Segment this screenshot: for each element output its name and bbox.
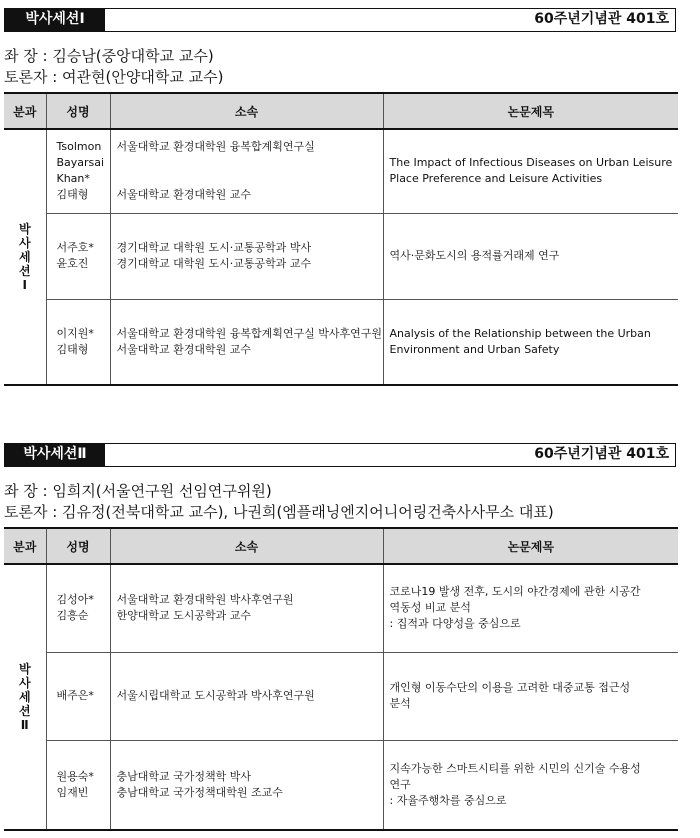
author-names	[46, 299, 110, 385]
title-line: 개인형 이동수단의 이용을 고려한 대중교통 접근성	[389, 681, 631, 694]
author-names	[46, 129, 110, 213]
title-line: 연구	[389, 777, 411, 791]
division-char: Ⅱ	[20, 718, 29, 732]
title-line: 지속가능한 스마트시티를 위한 시민의 신기술 수용성	[389, 761, 641, 775]
division-char: 세	[18, 690, 31, 704]
header-affiliation: 소속	[110, 528, 383, 564]
affiliation: 서울대학교 환경대학원 박사후연구원	[116, 593, 294, 607]
author-names	[46, 740, 110, 830]
paper-title	[383, 652, 678, 740]
affiliations	[110, 652, 383, 740]
title-line: 역동성 비교 분석	[389, 601, 471, 615]
session-table	[4, 527, 678, 831]
affiliations	[110, 213, 383, 299]
table-row	[4, 652, 678, 740]
author-names	[46, 564, 110, 652]
author-name: Khan*	[56, 172, 90, 186]
author-name: 김성아*	[56, 593, 94, 607]
title-line: 역사·문화도시의 용적률거래제 연구	[389, 249, 560, 262]
division-cell	[4, 564, 46, 830]
author-name: 원용숙*	[56, 769, 94, 783]
header-name: 성명	[46, 528, 110, 564]
affiliation: 서울시립대학교 도시공학과 박사후연구원	[116, 689, 315, 702]
affiliation: 서울대학교 환경대학원 교수	[116, 342, 252, 356]
division-char: 션	[18, 264, 31, 278]
header-division: 분과	[4, 528, 46, 564]
session-discussant: 토론자 : 김유정(전북대학교 교수), 나권희(엠플래닝엔지어니어링건축사사무소 대표)	[4, 503, 554, 521]
header-name: 성명	[46, 93, 110, 129]
table-row	[4, 299, 678, 385]
title-line: : 집적과 다양성을 중심으로	[389, 617, 521, 631]
session-venue: 60주년기념관 401호	[534, 446, 669, 462]
paper-title	[383, 564, 678, 652]
session-label: 박사세션Ⅱ	[5, 444, 105, 466]
table-header-row	[4, 528, 678, 564]
affiliation: 한양대학교 도시공학과 교수	[116, 609, 252, 623]
author-name: Tsolmon	[56, 140, 102, 154]
author-names	[46, 652, 110, 740]
session-header	[4, 8, 676, 32]
division-cell	[4, 129, 46, 385]
affiliation: 서울대학교 환경대학원 교수	[116, 188, 252, 202]
session-venue: 60주년기념관 401호	[534, 11, 669, 27]
paper-title	[383, 740, 678, 830]
affiliation: 서울대학교 환경대학원 융복합계획연구실 박사후연구원	[116, 326, 383, 340]
author-name: 김흥순	[56, 609, 89, 623]
session-chair: 좌 장 : 임희지(서울연구원 선임연구위원)	[4, 482, 272, 500]
header-affiliation: 소속	[110, 93, 383, 129]
affiliation: 경기대학교 대학원 도시·교통공학과 교수	[116, 257, 312, 270]
affiliations	[110, 740, 383, 830]
division-char: 박	[18, 222, 31, 236]
affiliations	[110, 129, 383, 213]
division-char: 사	[18, 676, 31, 690]
session-table	[4, 92, 678, 386]
paper-title	[383, 129, 678, 213]
affiliations	[110, 299, 383, 385]
author-name: 임재빈	[56, 785, 89, 799]
author-name: 윤호진	[56, 257, 89, 270]
division-char: 세	[18, 250, 31, 264]
title-line: Analysis of the Relationship between the Urban	[389, 326, 651, 340]
title-line: The Impact of Infectious Diseases on Urban Leisure	[389, 156, 673, 170]
affiliation: 서울대학교 환경대학원 융복합계획연구실	[116, 140, 315, 154]
author-names	[46, 213, 110, 299]
title-line: Environment and Urban Safety	[389, 342, 560, 356]
division-char: Ⅰ	[22, 278, 27, 292]
affiliation: 경기대학교 대학원 도시·교통공학과 박사	[116, 241, 312, 254]
session-label: 박사세션Ⅰ	[5, 9, 105, 31]
author-name: 배주은*	[56, 689, 94, 702]
table-header-row	[4, 93, 678, 129]
header-paper-title: 논문제목	[383, 93, 678, 129]
division-char: 사	[18, 236, 31, 250]
title-line: 분석	[389, 697, 411, 710]
header-paper-title: 논문제목	[383, 528, 678, 564]
author-name: 이지원*	[56, 326, 94, 340]
paper-title	[383, 299, 678, 385]
table-row	[4, 129, 678, 213]
header-division: 분과	[4, 93, 46, 129]
division-char: 박	[18, 662, 31, 676]
author-name: 김태형	[56, 188, 89, 202]
title-line: Place Preference and Leisure Activities	[389, 172, 603, 186]
affiliations	[110, 564, 383, 652]
table-row	[4, 213, 678, 299]
title-line: 코로나19 발생 전후, 도시의 야간경제에 관한 시공간	[389, 585, 641, 599]
division-char: 션	[18, 704, 31, 718]
paper-title	[383, 213, 678, 299]
author-name: 서주호*	[56, 241, 94, 254]
table-row	[4, 740, 678, 830]
affiliation: 충남대학교 국가정책대학원 조교수	[116, 785, 283, 799]
title-line: : 자율주행차를 중심으로	[389, 793, 507, 807]
affiliation: 충남대학교 국가정책학 박사	[116, 769, 252, 783]
author-name: Bayarsai	[56, 156, 105, 170]
session-discussant: 토론자 : 여관현(안양대학교 교수)	[4, 68, 224, 86]
session-chair: 좌 장 : 김승남(중앙대학교 교수)	[4, 47, 214, 65]
author-name: 김태형	[56, 342, 89, 356]
session-header	[4, 443, 676, 467]
table-row	[4, 564, 678, 652]
